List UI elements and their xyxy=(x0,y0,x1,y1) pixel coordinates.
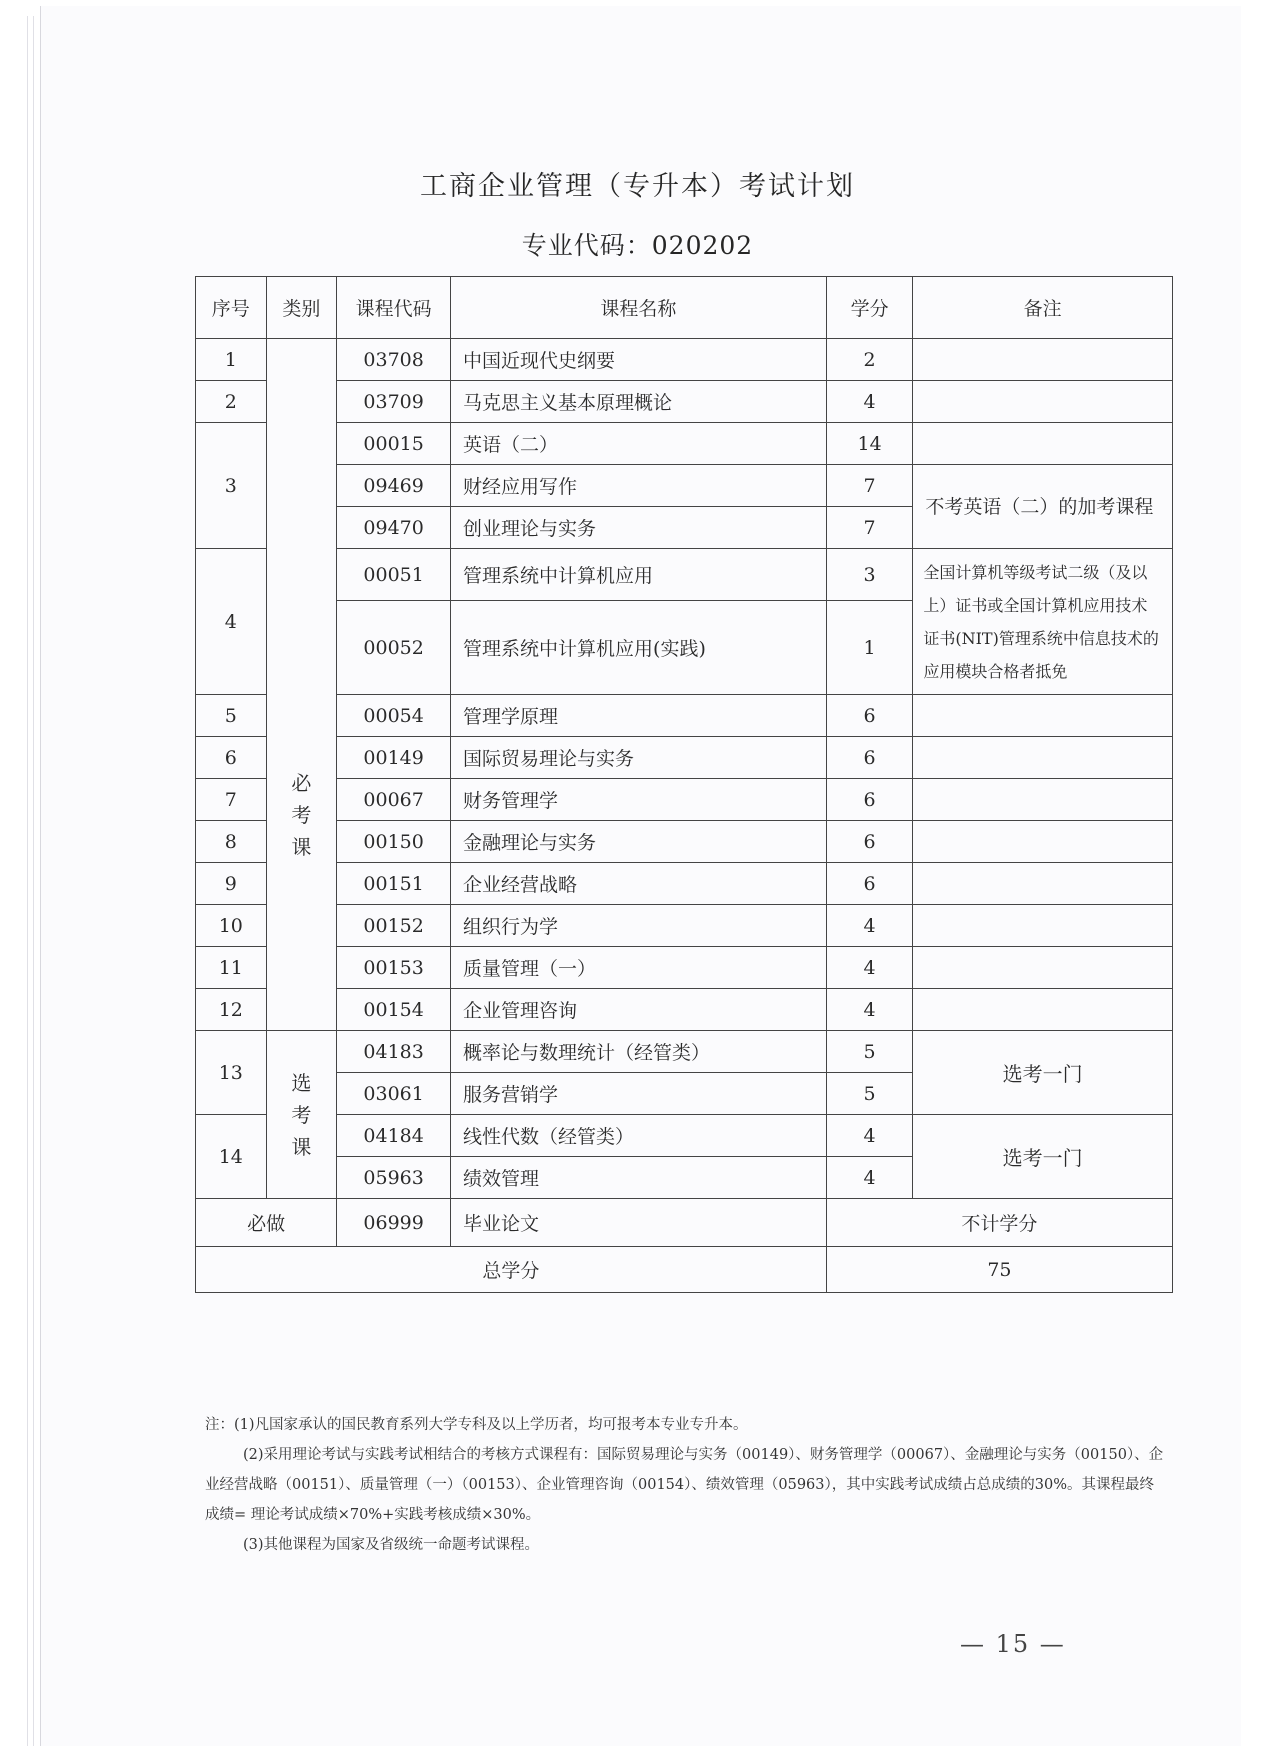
cell-code: 09470 xyxy=(337,507,451,549)
table-row xyxy=(196,863,1173,905)
page-number: — 15 — xyxy=(960,1630,1066,1658)
cell-remark xyxy=(913,863,1173,905)
category-required xyxy=(266,339,337,1031)
cell-code: 04184 xyxy=(337,1115,451,1157)
cell-name: 组织行为学 xyxy=(451,905,827,947)
cell-code: 03708 xyxy=(337,339,451,381)
cell-code: 00067 xyxy=(337,779,451,821)
major-code: 专业代码：020202 xyxy=(521,231,754,260)
cell-name: 金融理论与实务 xyxy=(451,821,827,863)
cell-remark xyxy=(913,339,1173,381)
cell-seq: 7 xyxy=(196,779,267,821)
table-row xyxy=(196,779,1173,821)
cell-credits: 7 xyxy=(826,507,913,549)
cell-credits: 4 xyxy=(826,947,913,989)
cell-name: 国际贸易理论与实务 xyxy=(451,737,827,779)
cell-code: 00153 xyxy=(337,947,451,989)
cell-credits: 5 xyxy=(826,1031,913,1073)
cell-seq: 4 xyxy=(196,549,267,695)
thesis-remark: 不计学分 xyxy=(826,1199,1172,1247)
category-elective xyxy=(266,1031,337,1199)
cell-seq: 13 xyxy=(196,1031,267,1115)
cell-seq: 1 xyxy=(196,339,267,381)
remark-choose-one: 选考一门 xyxy=(913,1031,1173,1115)
cell-code: 09469 xyxy=(337,465,451,507)
cell-remark xyxy=(913,821,1173,863)
cell-remark xyxy=(913,905,1173,947)
cell-remark xyxy=(913,737,1173,779)
cell-seq: 12 xyxy=(196,989,267,1031)
cell-credits: 4 xyxy=(826,1157,913,1199)
note-1: 注：(1)凡国家承认的国民教育系列大学专科及以上学历者，均可报考本专业专升本。 xyxy=(205,1417,748,1433)
cell-name: 英语（二） xyxy=(451,423,827,465)
total-label: 总学分 xyxy=(196,1247,827,1293)
cell-name: 管理系统中计算机应用 xyxy=(451,549,827,601)
cell-name: 管理学原理 xyxy=(451,695,827,737)
header-category: 类别 xyxy=(266,277,337,339)
cell-name: 线性代数（经管类） xyxy=(451,1115,827,1157)
cell-credits: 4 xyxy=(826,1115,913,1157)
cell-credits: 2 xyxy=(826,339,913,381)
cell-name: 马克思主义基本原理概论 xyxy=(451,381,827,423)
notes xyxy=(205,1410,1165,1560)
header-remarks: 备注 xyxy=(913,277,1173,339)
total-row xyxy=(196,1247,1173,1293)
cell-credits: 5 xyxy=(826,1073,913,1115)
cell-remark xyxy=(913,779,1173,821)
cell-credits: 3 xyxy=(826,549,913,601)
table-row xyxy=(196,1115,1173,1157)
cell-remark xyxy=(913,947,1173,989)
category-mandatory: 必做 xyxy=(196,1199,337,1247)
cell-code: 00015 xyxy=(337,423,451,465)
note-2: (2)采用理论考试与实践考试相结合的考核方式课程有：国际贸易理论与实务（00149）、财务管理学（00067）、金融理论与实务（00150）、企业经营战略（00151）、质量管理（一）（00153）、企业管理咨询（00154）、绩效管理（05963），其中实践考试成绩占总成绩的30%。其课程最终成绩= 理论考试成绩×70%+实践考核成绩×30%。 xyxy=(205,1447,1164,1523)
cell-seq: 14 xyxy=(196,1115,267,1199)
cell-credits: 6 xyxy=(826,779,913,821)
header-seq: 序号 xyxy=(196,277,267,339)
header-course-code: 课程代码 xyxy=(337,277,451,339)
remark-computer-exempt: 全国计算机等级考试二级（及以上）证书或全国计算机应用技术证书(NIT)管理系统中信息技术的应用模块合格者抵免 xyxy=(913,549,1173,695)
thesis-row xyxy=(196,1199,1173,1247)
cell-credits: 6 xyxy=(826,863,913,905)
header-credits: 学分 xyxy=(826,277,913,339)
cell-seq: 5 xyxy=(196,695,267,737)
cell-seq: 2 xyxy=(196,381,267,423)
cell-code: 00149 xyxy=(337,737,451,779)
cell-code: 00154 xyxy=(337,989,451,1031)
page-title: 工商企业管理（专升本）考试计划 xyxy=(420,171,855,202)
category-required-label: 必考课 xyxy=(291,770,312,859)
cell-credits: 6 xyxy=(826,737,913,779)
table-row xyxy=(196,549,1173,601)
cell-credits: 6 xyxy=(826,821,913,863)
cell-seq: 3 xyxy=(196,423,267,549)
header-course-name: 课程名称 xyxy=(451,277,827,339)
cell-credits: 4 xyxy=(826,905,913,947)
cell-code: 00051 xyxy=(337,549,451,601)
cell-name: 毕业论文 xyxy=(451,1199,827,1247)
total-value: 75 xyxy=(826,1247,1172,1293)
cell-name: 概率论与数理统计（经管类） xyxy=(451,1031,827,1073)
table-row xyxy=(196,1031,1173,1073)
table-header-row xyxy=(196,277,1173,339)
cell-seq: 9 xyxy=(196,863,267,905)
cell-remark xyxy=(913,695,1173,737)
cell-seq: 6 xyxy=(196,737,267,779)
page-edge xyxy=(27,16,28,1746)
cell-code: 00150 xyxy=(337,821,451,863)
table-row xyxy=(196,695,1173,737)
cell-name: 财经应用写作 xyxy=(451,465,827,507)
cell-name: 中国近现代史纲要 xyxy=(451,339,827,381)
table-row xyxy=(196,339,1173,381)
cell-credits: 1 xyxy=(826,601,913,695)
cell-name: 财务管理学 xyxy=(451,779,827,821)
page-edge xyxy=(33,16,34,1746)
cell-seq: 8 xyxy=(196,821,267,863)
table-row xyxy=(196,381,1173,423)
table-row xyxy=(196,989,1173,1031)
table-row xyxy=(196,423,1173,465)
cell-name: 服务营销学 xyxy=(451,1073,827,1115)
cell-seq: 10 xyxy=(196,905,267,947)
cell-name: 质量管理（一） xyxy=(451,947,827,989)
cell-code: 03709 xyxy=(337,381,451,423)
cell-name: 企业管理咨询 xyxy=(451,989,827,1031)
cell-code: 00052 xyxy=(337,601,451,695)
category-elective-label: 选考课 xyxy=(291,1070,312,1159)
table-row xyxy=(196,821,1173,863)
cell-remark xyxy=(913,381,1173,423)
cell-code: 00054 xyxy=(337,695,451,737)
cell-code: 04183 xyxy=(337,1031,451,1073)
cell-code: 00151 xyxy=(337,863,451,905)
cell-remark xyxy=(913,989,1173,1031)
table-row xyxy=(196,947,1173,989)
cell-code: 00152 xyxy=(337,905,451,947)
cell-credits: 7 xyxy=(826,465,913,507)
cell-name: 绩效管理 xyxy=(451,1157,827,1199)
cell-credits: 4 xyxy=(826,381,913,423)
exam-plan-table xyxy=(195,276,1173,1293)
cell-name: 企业经营战略 xyxy=(451,863,827,905)
remark-choose-one: 选考一门 xyxy=(913,1115,1173,1199)
table-row xyxy=(196,737,1173,779)
table-row xyxy=(196,465,1173,507)
cell-credits: 14 xyxy=(826,423,913,465)
cell-credits: 6 xyxy=(826,695,913,737)
cell-code: 03061 xyxy=(337,1073,451,1115)
remark-english-alt: 不考英语（二）的加考课程 xyxy=(913,465,1173,549)
cell-name: 管理系统中计算机应用(实践) xyxy=(451,601,827,695)
cell-seq: 11 xyxy=(196,947,267,989)
cell-remark xyxy=(913,423,1173,465)
cell-code: 06999 xyxy=(337,1199,451,1247)
cell-code: 05963 xyxy=(337,1157,451,1199)
table-row xyxy=(196,905,1173,947)
cell-name: 创业理论与实务 xyxy=(451,507,827,549)
cell-credits: 4 xyxy=(826,989,913,1031)
note-3: (3)其他课程为国家及省级统一命题考试课程。 xyxy=(243,1537,540,1553)
